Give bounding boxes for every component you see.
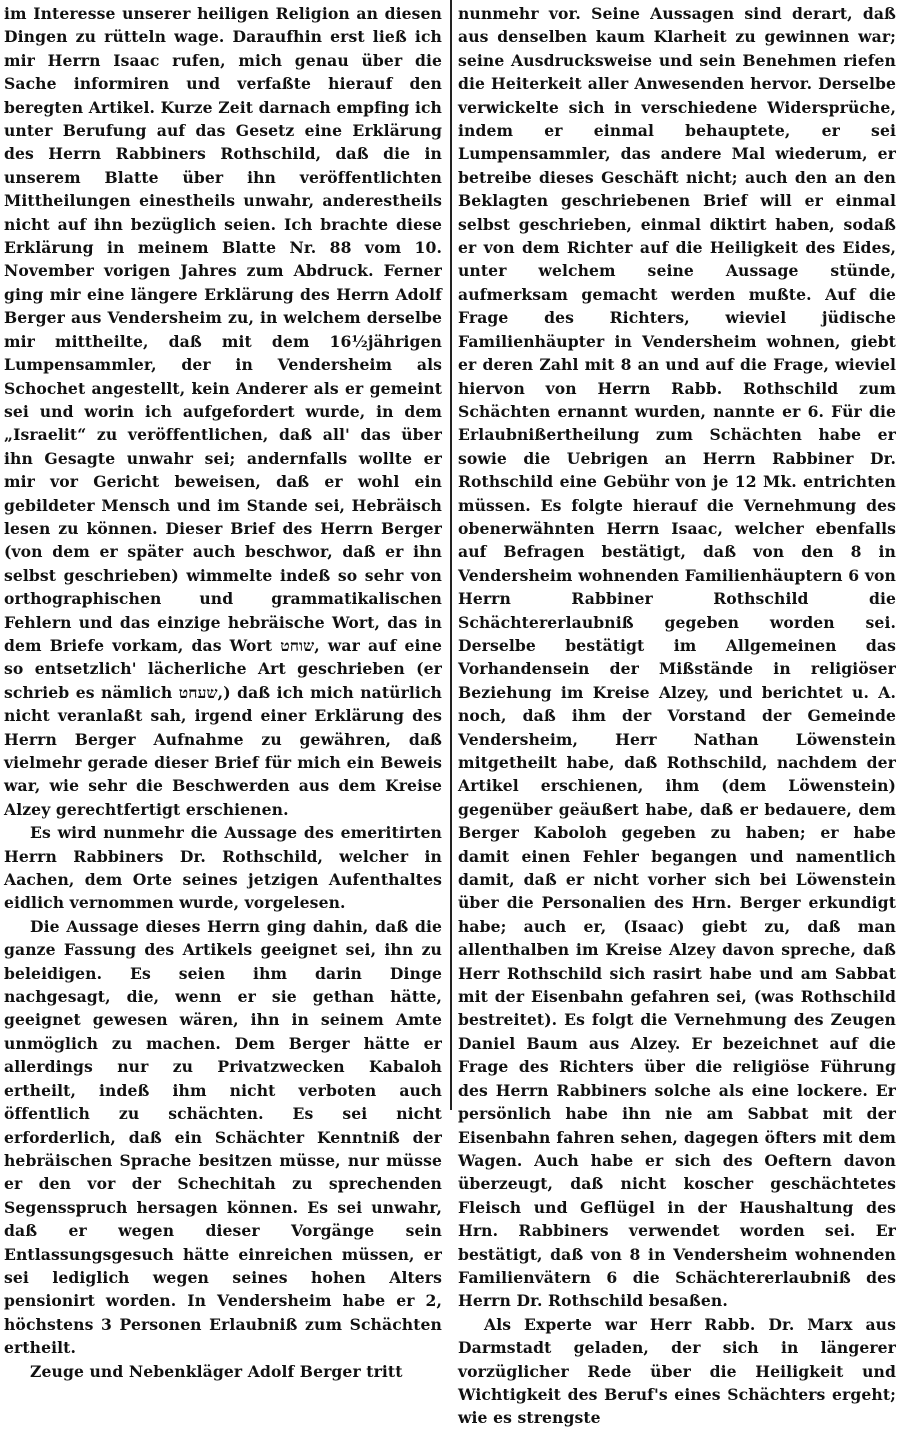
right-column (458, 2, 896, 1428)
left-paragraph-3: Die Aussage dieses Herrn ging dahin, daß die ganze Fassung des Artikels geeignet sei, ihn zu beleidigen. Es seien ihm darin Dinge nachgesagt, die, wenn er sie gethan hätte, geeignet gewesen wären, ihn in seinem Amte unmöglich zu machen. Dem Berger hätte er allerdings nur zu Privatzwecken Kabaloh ertheilt, indeß ihm nicht verboten auch öffentlich zu schächten. Es sei nicht erforderlich, daß ein Schächter Kenntniß der hebräischen Sprache besitzen müsse, nur müsse er den vor der Schechitah zu sprechenden Segensspruch hersagen können. Es sei unwahr, daß er wegen dieser Vorgänge sein Entlassungsgesuch hätte einreichen müssen, er sei lediglich wegen seines hohen Alters pensionirt worden. In Vendersheim habe er 2, höchstens 3 Personen Erlaubniß zum Schächten ertheilt. (4, 916, 442, 1358)
left-paragraph-4: Zeuge und Nebenkläger Adolf Berger tritt (30, 1361, 403, 1381)
left-paragraph-1: im Interesse unserer heiligen Religion an diesen Dingen zu rütteln wage. Daraufhin erst ließ ich mir Herrn Isaac rufen, mich genau über die Sache informiren und verfaßte hierauf den beregten Artikel. Kurze Zeit darnach empfing ich unter Berufung auf das Gesetz eine Erklärung des Herrn Rabbiners Rothschild, daß die in unserem Blatte über ihn veröffentlichten Mittheilungen einestheils unwahr, anderestheils nicht auf ihn bezüglich seien. Ich brachte diese Erklärung in meinem Blatte Nr. 88 vom 10. November vorigen Jahres zum Abdruck. Ferner ging mir eine längere Erklärung des Herrn Adolf Berger aus Vendersheim zu, in welchem derselbe mir mittheilte, daß mit dem 16½jährigen Lumpensammler, der in Vendersheim als Schochet angestellt, kein Anderer als er gemeint sei und worin ich aufgefordert wurde, in dem „Israelit“ zu veröffentlichen, daß all' das über ihn Gesagte unwahr sei; andernfalls wollte er mir vor Gericht beweisen, daß er wohl ein gebildeter Mensch und im Stande sei, Hebräisch lesen zu können. Dieser Brief des Herrn Berger (von dem er später auch beschwor, daß er ihn selbst geschrieben) wimmelte indeß so sehr von orthographischen und grammatikalischen Fehlern und das einzige hebräische Wort, das in dem Briefe vorkam, das Wort שוחט, war auf eine so entsetzlich' lächerliche Art geschrieben (er schrieb es nämlich שעחט,) daß ich mich natürlich nicht veranlaßt sah, irgend einer Erklärung des Herrn Berger Aufnahme zu gewähren, daß vielmehr gerade dieser Brief für mich ein Beweis war, wie sehr die Beschwerden aus dem Kreise Alzey gerechtfertigt erschienen. (4, 4, 442, 819)
right-paragraph-2: Als Experte war Herr Rabb. Dr. Marx aus Darmstadt geladen, der sich in längerer vorzüglicher Rede über die Heiligkeit und Wichtigkeit des Beruf's eines Schächters ergeht; wie es strengste (458, 1314, 896, 1428)
left-column (4, 2, 442, 1381)
left-paragraph-2: Es wird nunmehr die Aussage des emeritirten Herrn Rabbiners Dr. Rothschild, welcher in Aachen, dem Orte seines jetzigen Aufenthaltes eidlich vernommen wurde, vorgelesen. (4, 823, 442, 913)
right-paragraph-1: nunmehr vor. Seine Aussagen sind derart, daß aus denselben kaum Klarheit zu gewinnen war; seine Ausdrucksweise und sein Benehmen riefen die Heiterkeit aller Anwesenden hervor. Derselbe verwickelte sich in verschiedene Widersprüche, indem er einmal behauptete, er sei Lumpensammler, das andere Mal wiederum, er betreibe dieses Geschäft nicht; auch den an den Beklagten geschriebenen Brief will er einmal selbst geschrieben, einmal diktirt haben, sodaß er von dem Richter auf die Heiligkeit des Eides, unter welchem seine Aussage stünde, aufmerksam gemacht werden mußte. Auf die Frage des Richters, wieviel jüdische Familienhäupter in Vendersheim wohnen, giebt er deren Zahl mit 8 an und auf die Frage, wieviel hiervon von Herrn Rabb. Rothschild zum Schächten ernannt wurden, nannte er 6. Für die Erlaubnißertheilung zum Schächten habe er sowie die Uebrigen an Herrn Rabbiner Dr. Rothschild eine Gebühr von je 12 Mk. entrichten müssen. Es folgte hierauf die Vernehmung des obenerwähnten Herrn Isaac, welcher ebenfalls auf Befragen bestätigt, daß von den 8 in Vendersheim wohnenden Familienhäuptern 6 von Herrn Rabbiner Rothschild die Schächtererlaubniß gegeben worden sei. Derselbe bestätigt im Allgemeinen das Vorhandensein der Mißstände in religiöser Beziehung im Kreise Alzey, und berichtet u. A. noch, daß ihm der Vorstand der Gemeinde Vendersheim, Herr Nathan Löwenstein mitgetheilt habe, daß Rothschild, nachdem der Artikel erschienen, ihm (dem Löwenstein) gegenüber geäußert habe, daß er bedauere, dem Berger Kaboloh gegeben zu haben; er habe damit einen Fehler begangen und namentlich damit, daß er nicht vorher sich bei Löwenstein über die Personalien des Hrn. Berger erkundigt habe; auch er, (Isaac) giebt zu, daß man allenthalben im Kreise Alzey davon spreche, daß Herr Rothschild sich rasirt habe und am Sabbat mit der Eisenbahn gefahren sei, (was Rothschild bestreitet). Es folgt die Vernehmung des Zeugen Daniel Baum aus Alzey. Er bezeichnet auf die Frage des Richters über die religiöse Führung des Herrn Rabbiners solche als eine lockere. Er persönlich habe ihn nie am Sabbat mit der Eisenbahn fahren sehen, dagegen öfters mit dem Wagen. Auch habe er sich des Oeftern davon überzeugt, daß nicht koscher geschächtetes Fleisch und Geflügel in der Haushaltung des Hrn. Rabbiners verwendet worden sei. Er bestätigt, daß von 8 in Vendersheim wohnenden Familienvätern 6 die Schächtererlaubniß des Herrn Dr. Rothschild besaßen. (458, 4, 896, 1311)
column-divider (450, 0, 452, 1110)
